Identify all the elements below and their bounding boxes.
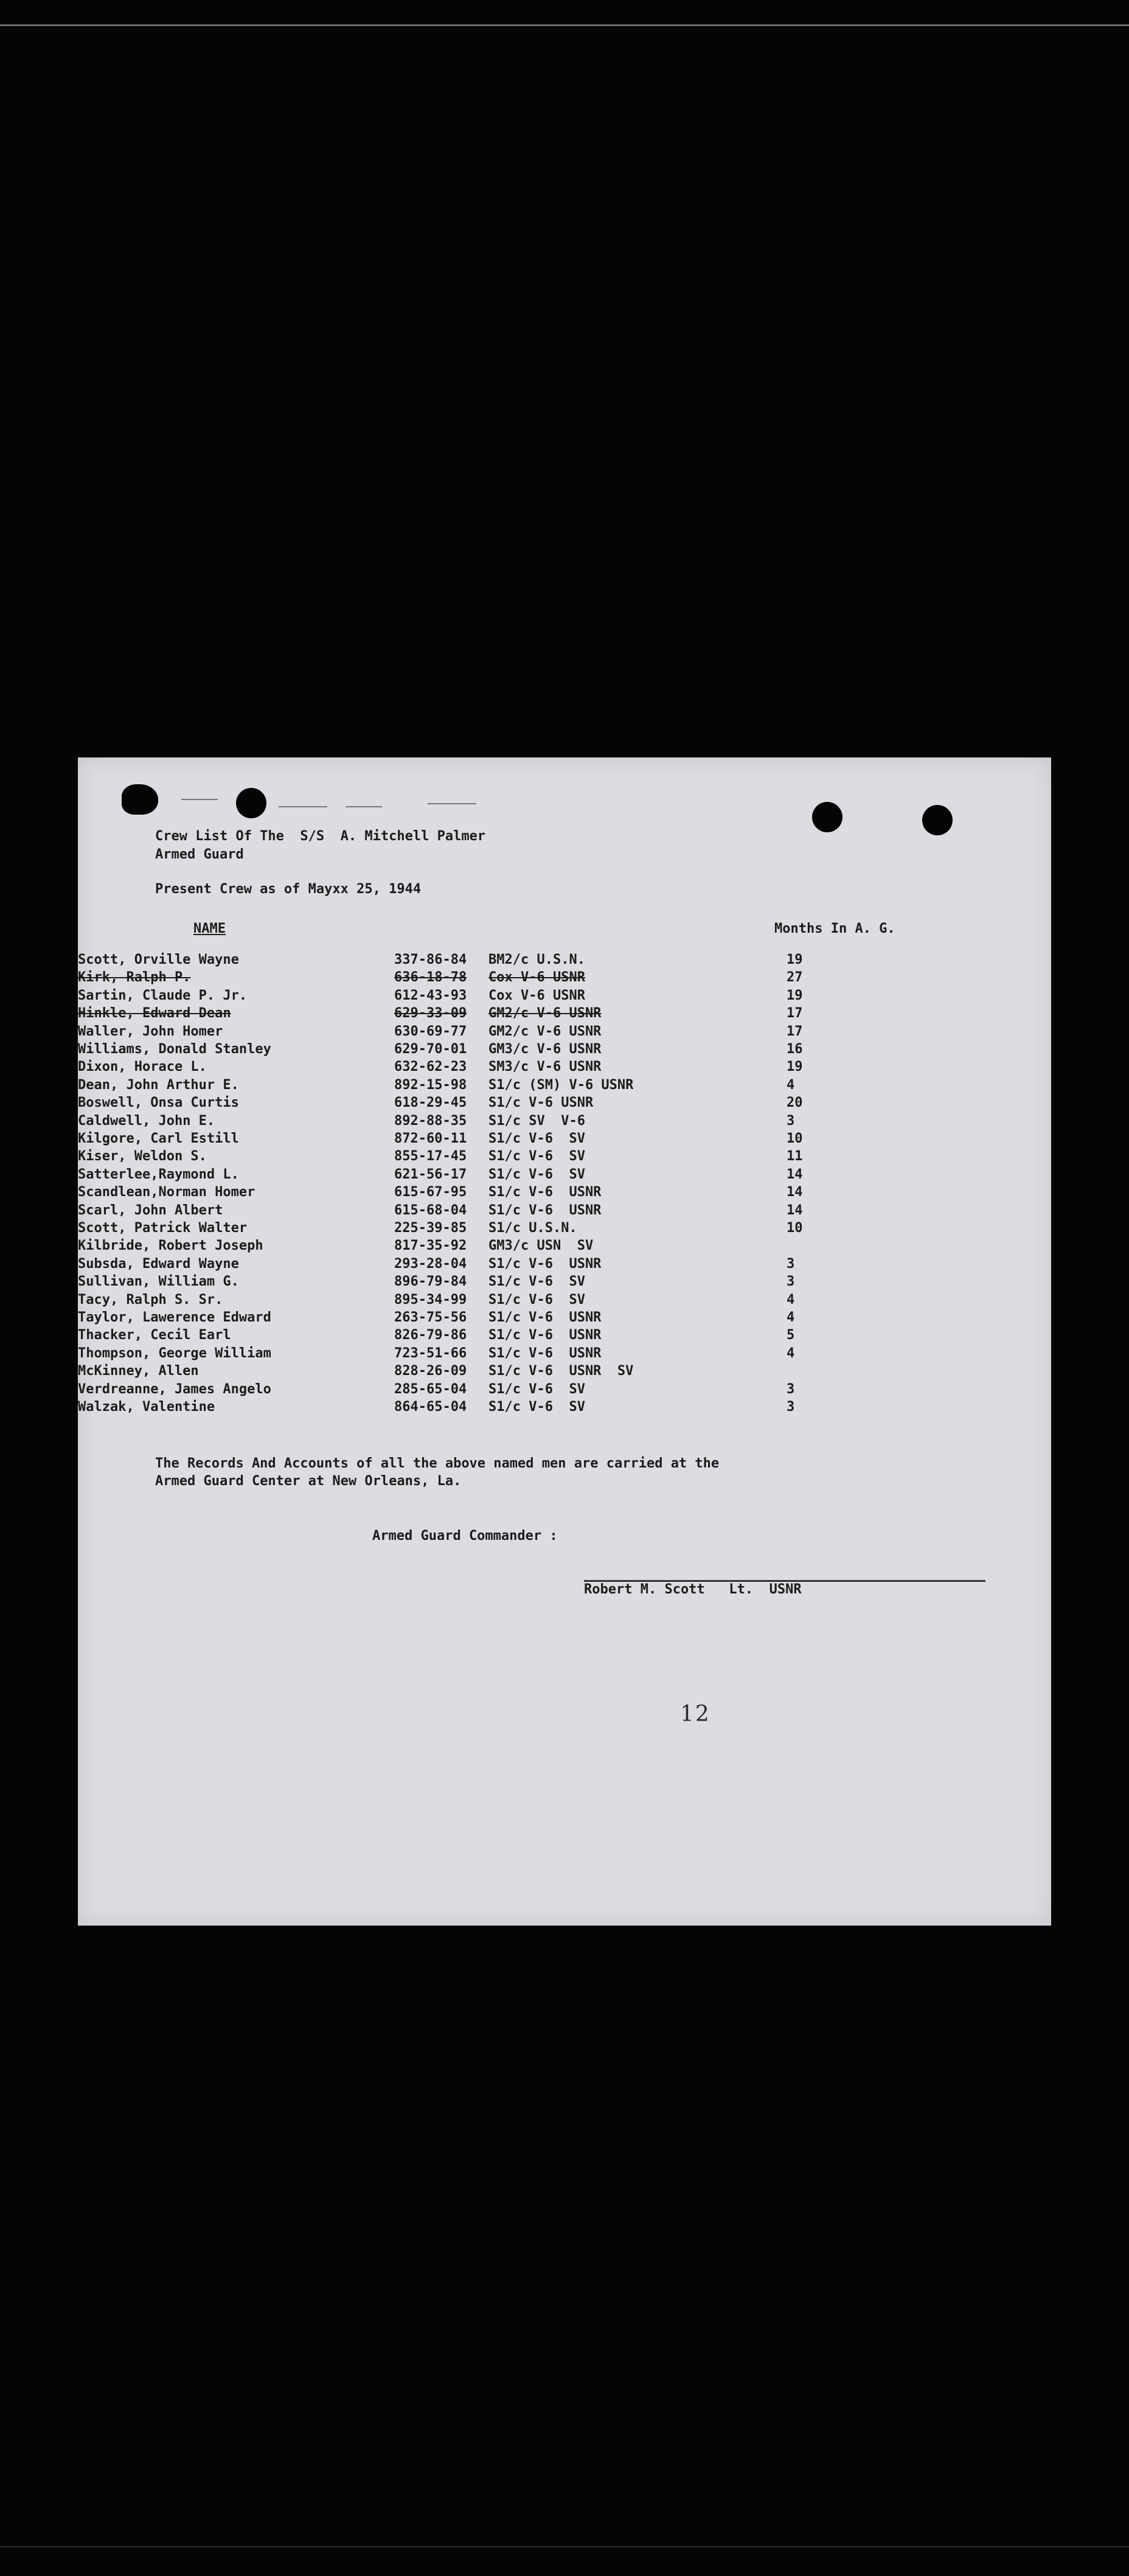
crew-serial-number: 285-65-04 xyxy=(394,1381,467,1397)
crew-months: 4 xyxy=(787,1345,795,1361)
punch-hole-right-2 xyxy=(922,805,953,835)
crew-rating: S1/c U.S.N. xyxy=(488,1220,577,1236)
crew-name: Waller, John Homer xyxy=(78,1023,223,1039)
crew-name: Scarl, John Albert xyxy=(78,1202,223,1218)
crew-name: Dean, John Arthur E. xyxy=(78,1077,239,1093)
crew-serial-number: 636-18-78 xyxy=(394,970,467,986)
crew-name: Williams, Donald Stanley xyxy=(78,1042,271,1057)
crew-row xyxy=(78,1059,990,1077)
crew-serial-number: 612-43-93 xyxy=(394,987,467,1003)
crew-months: 17 xyxy=(787,1006,803,1022)
crew-serial-number: 828-26-09 xyxy=(394,1363,467,1379)
crew-rating: S1/c V-6 SV xyxy=(488,1131,585,1146)
punch-hole-right-1 xyxy=(812,802,842,832)
crew-months: 19 xyxy=(787,987,803,1003)
crew-serial-number: 337-86-84 xyxy=(394,952,467,967)
crew-serial-number: 225-39-85 xyxy=(394,1220,467,1236)
crew-months: 27 xyxy=(787,970,803,986)
crew-months: 20 xyxy=(787,1095,803,1111)
crew-rating: S1/c V-6 SV xyxy=(488,1149,585,1164)
page-number: 12 xyxy=(680,1702,710,1727)
crew-months: 10 xyxy=(787,1131,803,1146)
crew-name: Thacker, Cecil Earl xyxy=(78,1328,231,1343)
crew-name: Caldwell, John E. xyxy=(78,1113,215,1129)
crew-row xyxy=(78,1328,990,1346)
crew-months: 3 xyxy=(787,1113,795,1129)
crew-row xyxy=(78,1346,990,1364)
crew-months: 5 xyxy=(787,1328,795,1343)
crew-row xyxy=(78,1220,990,1239)
crew-row xyxy=(78,1042,990,1060)
pencil-mark xyxy=(279,806,327,807)
crew-months: 14 xyxy=(787,1166,803,1182)
crew-rating: S1/c V-6 USNR xyxy=(488,1185,602,1200)
crew-months: 19 xyxy=(787,1059,803,1075)
crew-row xyxy=(78,1006,990,1024)
crew-row xyxy=(78,970,990,988)
crew-row xyxy=(78,1185,990,1203)
crew-months: 4 xyxy=(787,1077,795,1093)
crew-serial-number: 615-67-95 xyxy=(394,1185,467,1200)
crew-serial-number: 864-65-04 xyxy=(394,1399,467,1415)
crew-rating: GM2/c V-6 USNR xyxy=(488,1023,602,1039)
film-edge-line-top xyxy=(0,24,1129,26)
crew-serial-number: 892-88-35 xyxy=(394,1113,467,1129)
crew-row xyxy=(78,1024,990,1042)
crew-months: 10 xyxy=(787,1220,803,1236)
crew-row xyxy=(78,1095,990,1113)
crew-months: 19 xyxy=(787,952,803,967)
crew-name: McKinney, Allen xyxy=(78,1363,199,1379)
crew-name: Sartin, Claude P. Jr. xyxy=(78,987,248,1003)
crew-rating: SM3/c V-6 USNR xyxy=(488,1059,602,1075)
crew-serial-number: 263-75-56 xyxy=(394,1310,467,1325)
crew-months: 17 xyxy=(787,1023,803,1039)
crew-name: Dixon, Horace L. xyxy=(78,1059,207,1075)
punch-hole-left xyxy=(236,788,266,818)
crew-months: 11 xyxy=(787,1149,803,1164)
months-column-header: Months In A. G. xyxy=(774,921,895,936)
crew-serial-number: 293-28-04 xyxy=(394,1256,467,1272)
crew-row xyxy=(78,1256,990,1275)
crew-name: Scott, Patrick Walter xyxy=(78,1220,248,1236)
name-column-header: NAME xyxy=(193,921,226,936)
crew-rating: GM3/c USN SV xyxy=(488,1238,594,1254)
crew-row xyxy=(78,1113,990,1132)
crew-name: Thompson, George William xyxy=(78,1345,271,1361)
crew-serial-number: 892-15-98 xyxy=(394,1077,467,1093)
crew-row xyxy=(78,952,990,970)
crew-name: Kilgore, Carl Estill xyxy=(78,1131,239,1146)
crew-rating: S1/c V-6 USNR xyxy=(488,1202,602,1218)
crew-name: Scott, Orville Wayne xyxy=(78,952,239,967)
commander-label: Armed Guard Commander : xyxy=(372,1528,558,1544)
crew-months: 14 xyxy=(787,1185,803,1200)
crew-rating: S1/c V-6 USNR xyxy=(488,1345,602,1361)
crew-row xyxy=(78,1292,990,1311)
crew-serial-number: 629-70-01 xyxy=(394,1042,467,1057)
crew-serial-number: 618-29-45 xyxy=(394,1095,467,1111)
pencil-mark xyxy=(346,806,382,807)
crew-row xyxy=(78,1238,990,1256)
records-statement-line-2: Armed Guard Center at New Orleans, La. xyxy=(155,1474,462,1489)
crew-months: 3 xyxy=(787,1274,795,1290)
crew-row xyxy=(78,1399,990,1418)
crew-rating: Cox V-6 USNR xyxy=(488,987,585,1003)
crew-rating: S1/c V-6 USNR SV xyxy=(488,1363,634,1379)
crew-serial-number: 615-68-04 xyxy=(394,1202,467,1218)
crew-rating: S1/c V-6 USNR xyxy=(488,1310,602,1325)
crew-name: Boswell, Onsa Curtis xyxy=(78,1095,239,1111)
crew-row xyxy=(78,1203,990,1221)
crew-rating: S1/c V-6 SV xyxy=(488,1166,585,1182)
crew-row xyxy=(78,1274,990,1292)
crew-row xyxy=(78,1077,990,1096)
crew-serial-number: 896-79-84 xyxy=(394,1274,467,1290)
crew-rating: S1/c V-6 SV xyxy=(488,1292,585,1307)
crew-name: Kilbride, Robert Joseph xyxy=(78,1238,263,1254)
crew-name: Taylor, Lawerence Edward xyxy=(78,1310,271,1325)
crew-name: Kirk, Ralph P. xyxy=(78,970,191,986)
crew-name: Scandlean,Norman Homer xyxy=(78,1185,255,1200)
document-title: Crew List Of The S/S A. Mitchell Palmer xyxy=(155,829,486,844)
crew-months: 4 xyxy=(787,1310,795,1325)
crew-rating: S1/c V-6 SV xyxy=(488,1274,585,1290)
crew-row xyxy=(78,1363,990,1382)
crew-serial-number: 632-62-23 xyxy=(394,1059,467,1075)
crew-serial-number: 621-56-17 xyxy=(394,1166,467,1182)
crew-row xyxy=(78,988,990,1006)
crew-name: Hinkle, Edward Dean xyxy=(78,1006,231,1022)
crew-name: Satterlee,Raymond L. xyxy=(78,1166,239,1182)
crew-rating: S1/c V-6 SV xyxy=(488,1399,585,1415)
crew-row xyxy=(78,1310,990,1328)
crew-row xyxy=(78,1167,990,1185)
crew-row xyxy=(78,1382,990,1400)
crew-rating: GM2/c V-6 USNR xyxy=(488,1006,602,1022)
crew-months: 14 xyxy=(787,1202,803,1218)
crew-months: 3 xyxy=(787,1399,795,1415)
crew-rating: S1/c V-6 USNR xyxy=(488,1095,594,1111)
present-crew-date: Present Crew as of Mayxx 25, 1944 xyxy=(155,882,422,897)
crew-rating: S1/c V-6 USNR xyxy=(488,1328,602,1343)
crew-serial-number: 895-34-99 xyxy=(394,1292,467,1307)
crew-name: Walzak, Valentine xyxy=(78,1399,215,1415)
crew-row xyxy=(78,1131,990,1149)
crew-serial-number: 855-17-45 xyxy=(394,1149,467,1164)
crew-serial-number: 629-33-09 xyxy=(394,1006,467,1022)
signature-line: Robert M. Scott Lt. USNR xyxy=(584,1582,802,1597)
pencil-mark xyxy=(428,803,476,804)
film-edge-line-bottom xyxy=(0,2546,1129,2547)
crew-months: 3 xyxy=(787,1381,795,1397)
crew-rating: Cox V-6 USNR xyxy=(488,970,585,986)
torn-corner-mark xyxy=(122,784,158,815)
crew-serial-number: 872-60-11 xyxy=(394,1131,467,1146)
crew-name: Sullivan, William G. xyxy=(78,1274,239,1290)
crew-rating: GM3/c V-6 USNR xyxy=(488,1042,602,1057)
crew-name: Tacy, Ralph S. Sr. xyxy=(78,1292,223,1307)
crew-serial-number: 826-79-86 xyxy=(394,1328,467,1343)
crew-rating: BM2/c U.S.N. xyxy=(488,952,585,967)
document-subtitle: Armed Guard xyxy=(155,847,244,862)
crew-rating: S1/c V-6 USNR xyxy=(488,1256,602,1272)
crew-name: Kiser, Weldon S. xyxy=(78,1149,207,1164)
crew-months: 3 xyxy=(787,1256,795,1272)
crew-rating: S1/c SV V-6 xyxy=(488,1113,585,1129)
crew-serial-number: 723-51-66 xyxy=(394,1345,467,1361)
crew-row xyxy=(78,1149,990,1167)
records-statement-line-1: The Records And Accounts of all the above named men are carried at the xyxy=(155,1456,720,1471)
crew-name: Subsda, Edward Wayne xyxy=(78,1256,239,1272)
crew-months: 4 xyxy=(787,1292,795,1307)
crew-serial-number: 630-69-77 xyxy=(394,1023,467,1039)
crew-serial-number: 817-35-92 xyxy=(394,1238,467,1254)
crew-months: 16 xyxy=(787,1042,803,1057)
crew-name: Verdreanne, James Angelo xyxy=(78,1381,271,1397)
pencil-mark xyxy=(181,799,218,800)
crew-rating: S1/c V-6 SV xyxy=(488,1381,585,1397)
crew-rating: S1/c (SM) V-6 USNR xyxy=(488,1077,634,1093)
